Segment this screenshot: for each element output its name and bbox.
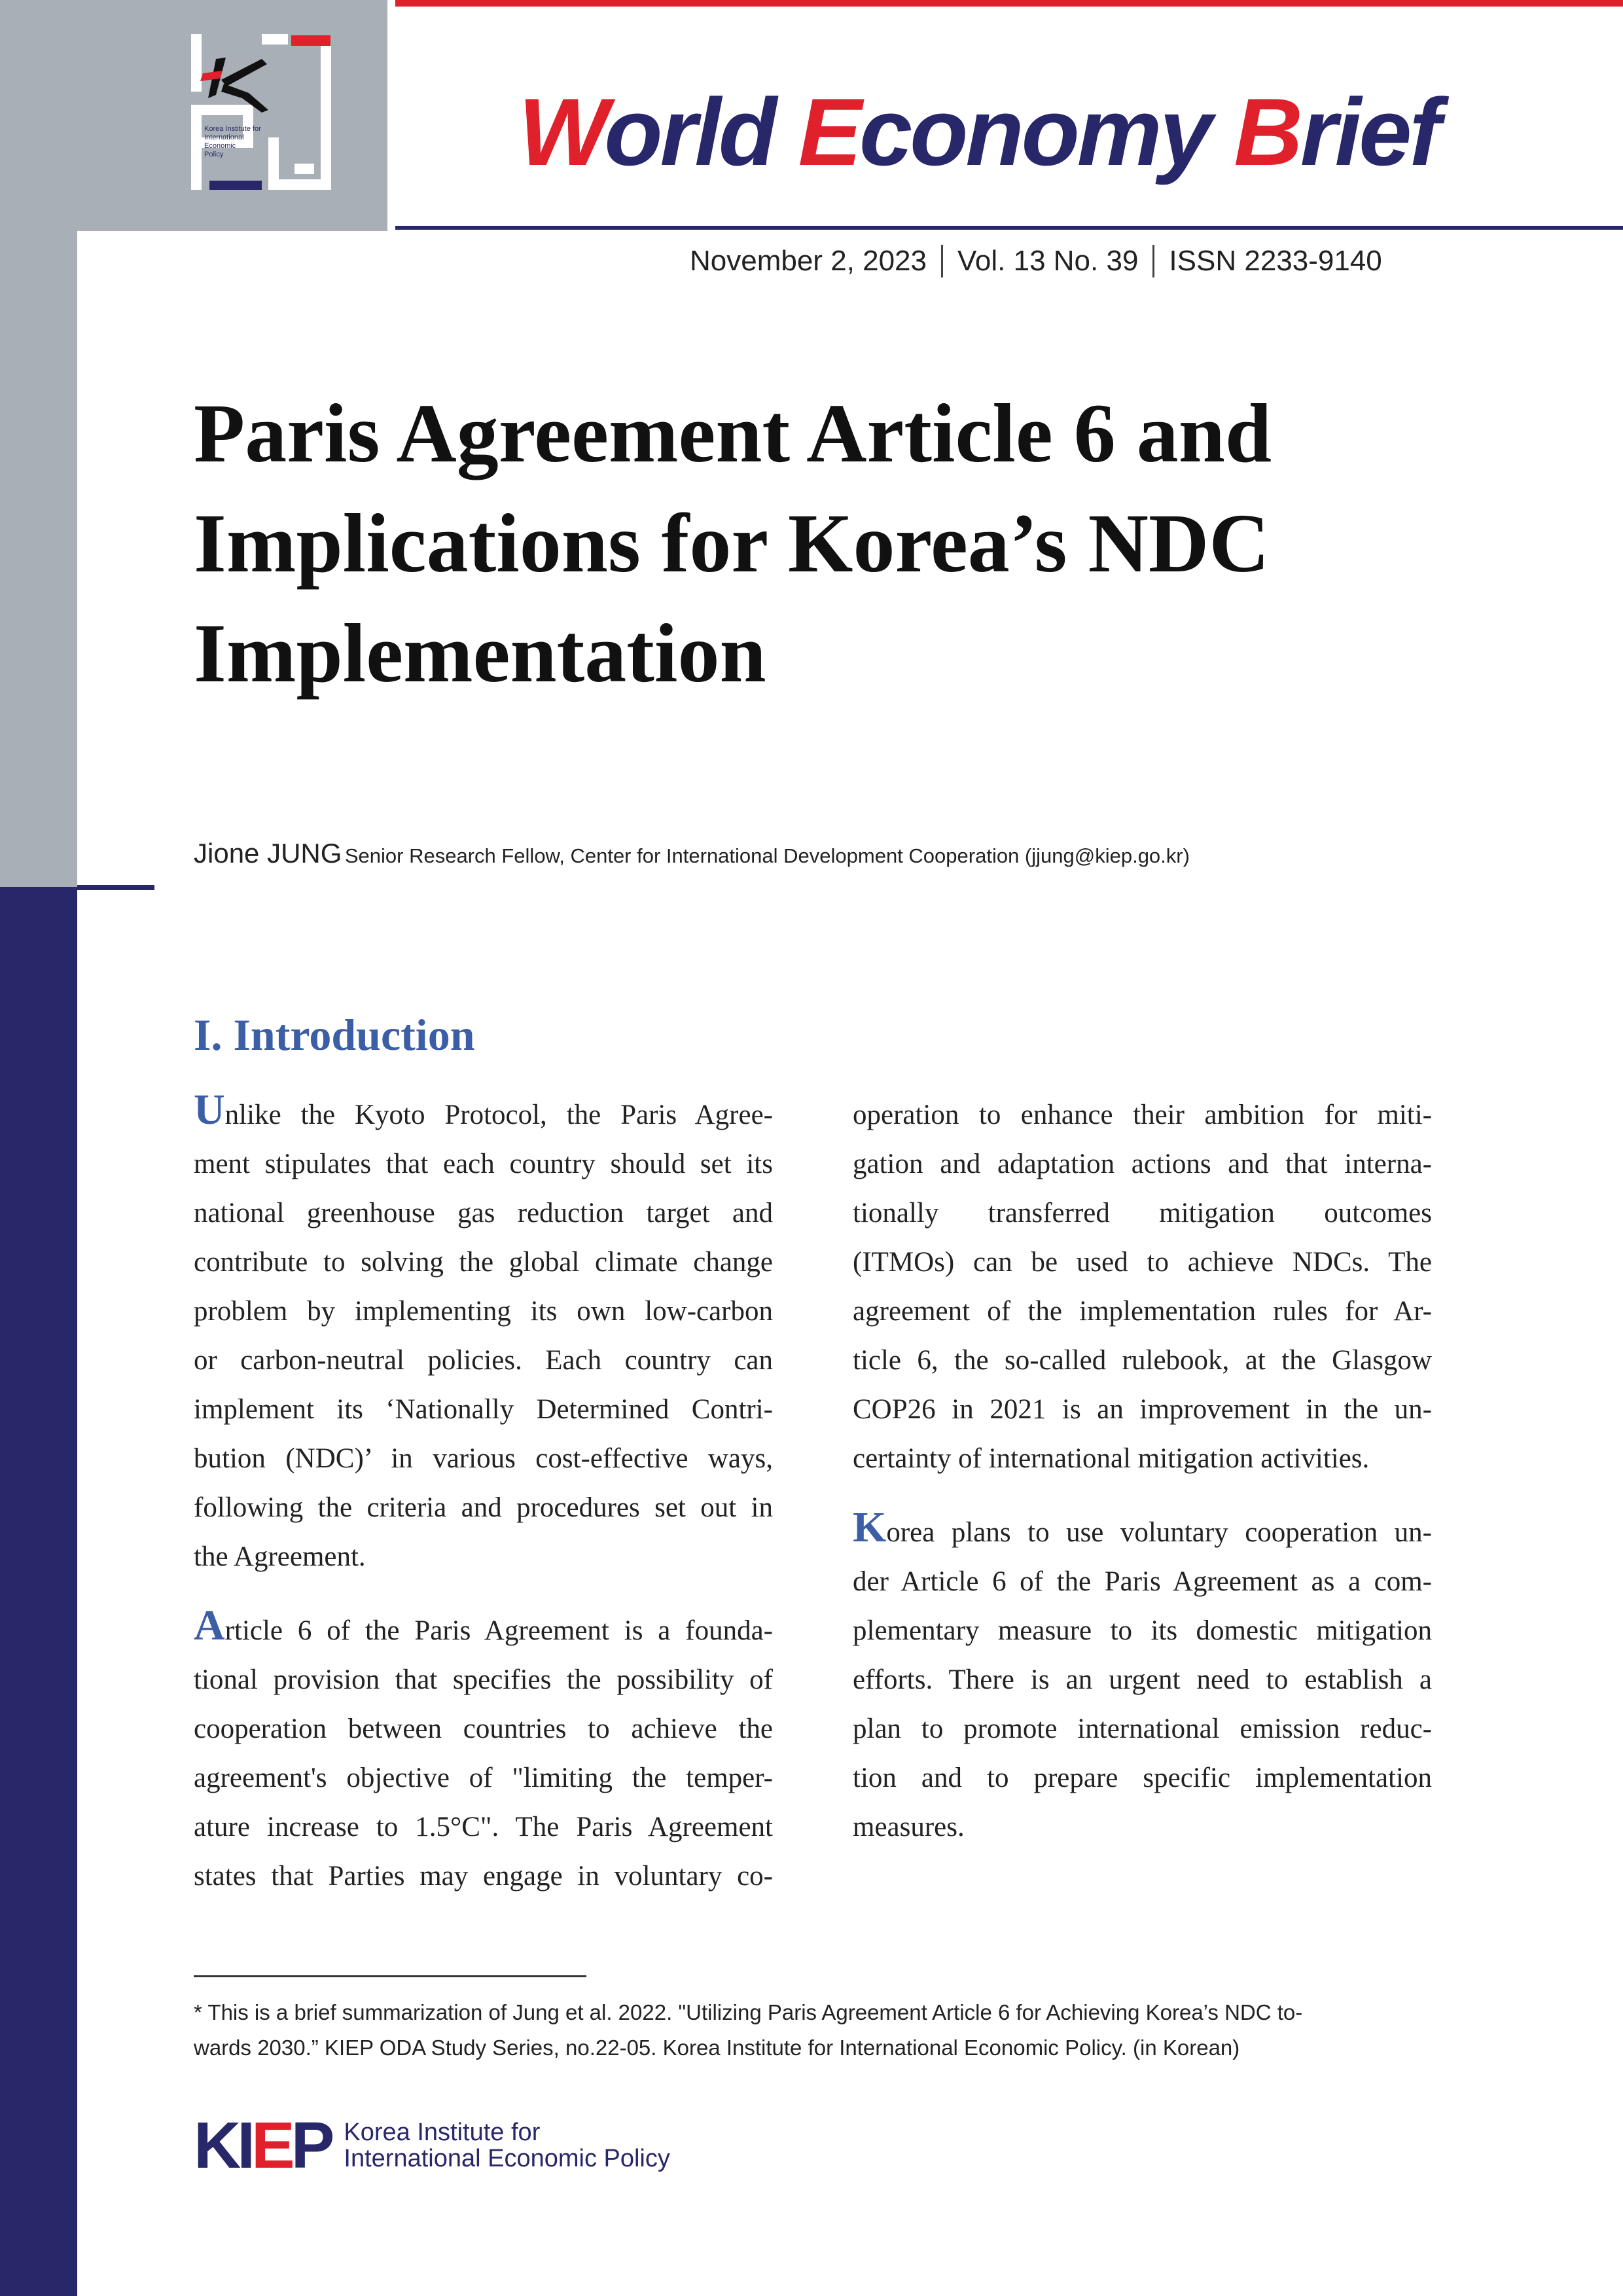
text-line: COP26 in 2021 is an improvement in the un- [853, 1394, 1432, 1425]
footnote-line-2: wards 2030.” KIEP ODA Study Series, no.22-05. Korea Institute for International Economic Policy. (in Korean) [194, 2036, 1240, 2060]
kiep-text-line-1: Korea Institute for [344, 2119, 541, 2146]
paragraph-gap [194, 1581, 773, 1606]
footnote [194, 1995, 1437, 2066]
dropcap: K [853, 1508, 887, 1551]
brand-letter-w: W [518, 79, 605, 185]
text-line: bution (NDC)’ in various cost-effective ways, [194, 1443, 773, 1474]
text-line [194, 1090, 773, 1139]
kiep-logo-icon [190, 33, 360, 196]
text-line: certainty of international mitigation activities. [853, 1443, 1370, 1474]
paragraph-3 [853, 1090, 1432, 1483]
text-fragment: nlike the Kyoto Protocol, the Paris Agree- [224, 1100, 773, 1130]
text-line: (ITMOs) can be used to achieve NDCs. The [853, 1247, 1432, 1278]
text-line: cooperation between countries to achieve the [194, 1713, 773, 1744]
dropcap: A [194, 1606, 225, 1649]
text-line: measures. [853, 1812, 965, 1842]
issue-issn: ISSN 2233-9140 [1152, 245, 1396, 278]
body-column-left [194, 1090, 773, 1901]
text-line: national greenhouse gas reduction target and [194, 1198, 773, 1229]
text-line: plementary measure to its domestic mitigation [853, 1615, 1432, 1646]
text-line: contribute to solving the global climate change [194, 1247, 773, 1278]
body-column-right [853, 1090, 1432, 1852]
author-name: Jione JUNG [194, 838, 342, 869]
text-line: plan to promote international emission reduc- [853, 1713, 1432, 1744]
text-line: efforts. There is an urgent need to establish a [853, 1664, 1432, 1695]
footnote-line-1: * This is a brief summarization of Jung et al. 2022. "Utilizing Paris Agreement Article 6 for Achieving Korea’s NDC to- [194, 2000, 1303, 2024]
left-navy-band [0, 887, 77, 2296]
header-navy-rule [395, 226, 1623, 230]
kiep-logo-text [344, 2119, 669, 2172]
brand-letter-e: E [798, 79, 860, 185]
title-line-2: Implications for Korea’s NDC [194, 497, 1270, 590]
paragraph-gap [853, 1483, 1432, 1508]
brand-word-rief: rief [1300, 79, 1438, 185]
issue-meta [674, 234, 1397, 288]
text-fragment: orea plans to use voluntary cooperation un- [886, 1517, 1432, 1548]
text-line: agreement's objective of "limiting the temper- [194, 1763, 773, 1793]
brand-title [518, 77, 1438, 187]
text-line: tional provision that specifies the possibility of [194, 1664, 773, 1695]
text-line: tion and to prepare specific implementation [853, 1763, 1432, 1793]
title-line-1: Paris Agreement Article 6 and [194, 387, 1272, 480]
text-line: the Agreement. [194, 1541, 366, 1572]
text-line: problem by implementing its own low-carbon [194, 1296, 773, 1327]
article-title [194, 378, 1437, 708]
brand-word-orld: orld [604, 79, 798, 185]
navy-band-tick [77, 885, 154, 890]
paragraph-1 [194, 1090, 773, 1581]
text-line: implement its ‘Nationally Determined Contri- [194, 1394, 773, 1425]
kiep-mark-ki: KI [194, 2109, 251, 2182]
text-line: following the criteria and procedures set out in [194, 1492, 773, 1523]
text-line [853, 1508, 1432, 1557]
footnote-rule [194, 1975, 586, 1977]
logo-caption-3: Economic [204, 142, 236, 150]
top-red-rule [395, 0, 1623, 7]
brand-letter-b: B [1234, 79, 1300, 185]
logo-caption-1: Korea Institute for [204, 125, 261, 133]
text-line: ticle 6, the so-called rulebook, at the Glasgow [853, 1345, 1432, 1376]
text-line: gation and adaptation actions and that interna- [853, 1149, 1432, 1179]
text-line: der Article 6 of the Paris Agreement as a com- [853, 1566, 1432, 1597]
title-line-3: Implementation [194, 607, 766, 700]
paragraph-4 [853, 1508, 1432, 1852]
author-line [194, 838, 1190, 869]
text-line: ature increase to 1.5°C". The Paris Agreement [194, 1812, 773, 1842]
issue-date: November 2, 2023 [690, 245, 927, 277]
kiep-text-line-2: International Economic Policy [344, 2145, 670, 2172]
text-line [194, 1606, 773, 1655]
logo-caption-4: Policy [204, 151, 224, 158]
text-fragment: rticle 6 of the Paris Agreement is a founda- [224, 1615, 773, 1646]
section-heading: I. Introduction [194, 1010, 475, 1060]
kiep-logo-mark [194, 2109, 331, 2182]
text-line: ment stipulates that each country should set its [194, 1149, 773, 1179]
text-line: or carbon-neutral policies. Each country can [194, 1345, 773, 1376]
dropcap: U [194, 1090, 225, 1134]
brand-word-conomy: conomy [859, 79, 1234, 185]
text-line: states that Parties may engage in voluntary co- [194, 1861, 773, 1892]
text-line: operation to enhance their ambition for miti- [853, 1100, 1432, 1130]
text-line: tionally transferred mitigation outcomes [853, 1198, 1432, 1229]
author-affiliation: Senior Research Fellow, Center for International Development Cooperation (jjung@kiep.go.kr) [344, 844, 1190, 867]
logo-caption-2: International [204, 134, 244, 141]
issue-volume: Vol. 13 No. 39 [941, 245, 1152, 278]
kiep-mark-e: E [251, 2109, 291, 2182]
text-line: agreement of the implementation rules for Ar- [853, 1296, 1432, 1327]
kiep-mark-p: P [291, 2109, 331, 2182]
kiep-footer-logo [194, 2109, 670, 2182]
paragraph-2 [194, 1606, 773, 1901]
